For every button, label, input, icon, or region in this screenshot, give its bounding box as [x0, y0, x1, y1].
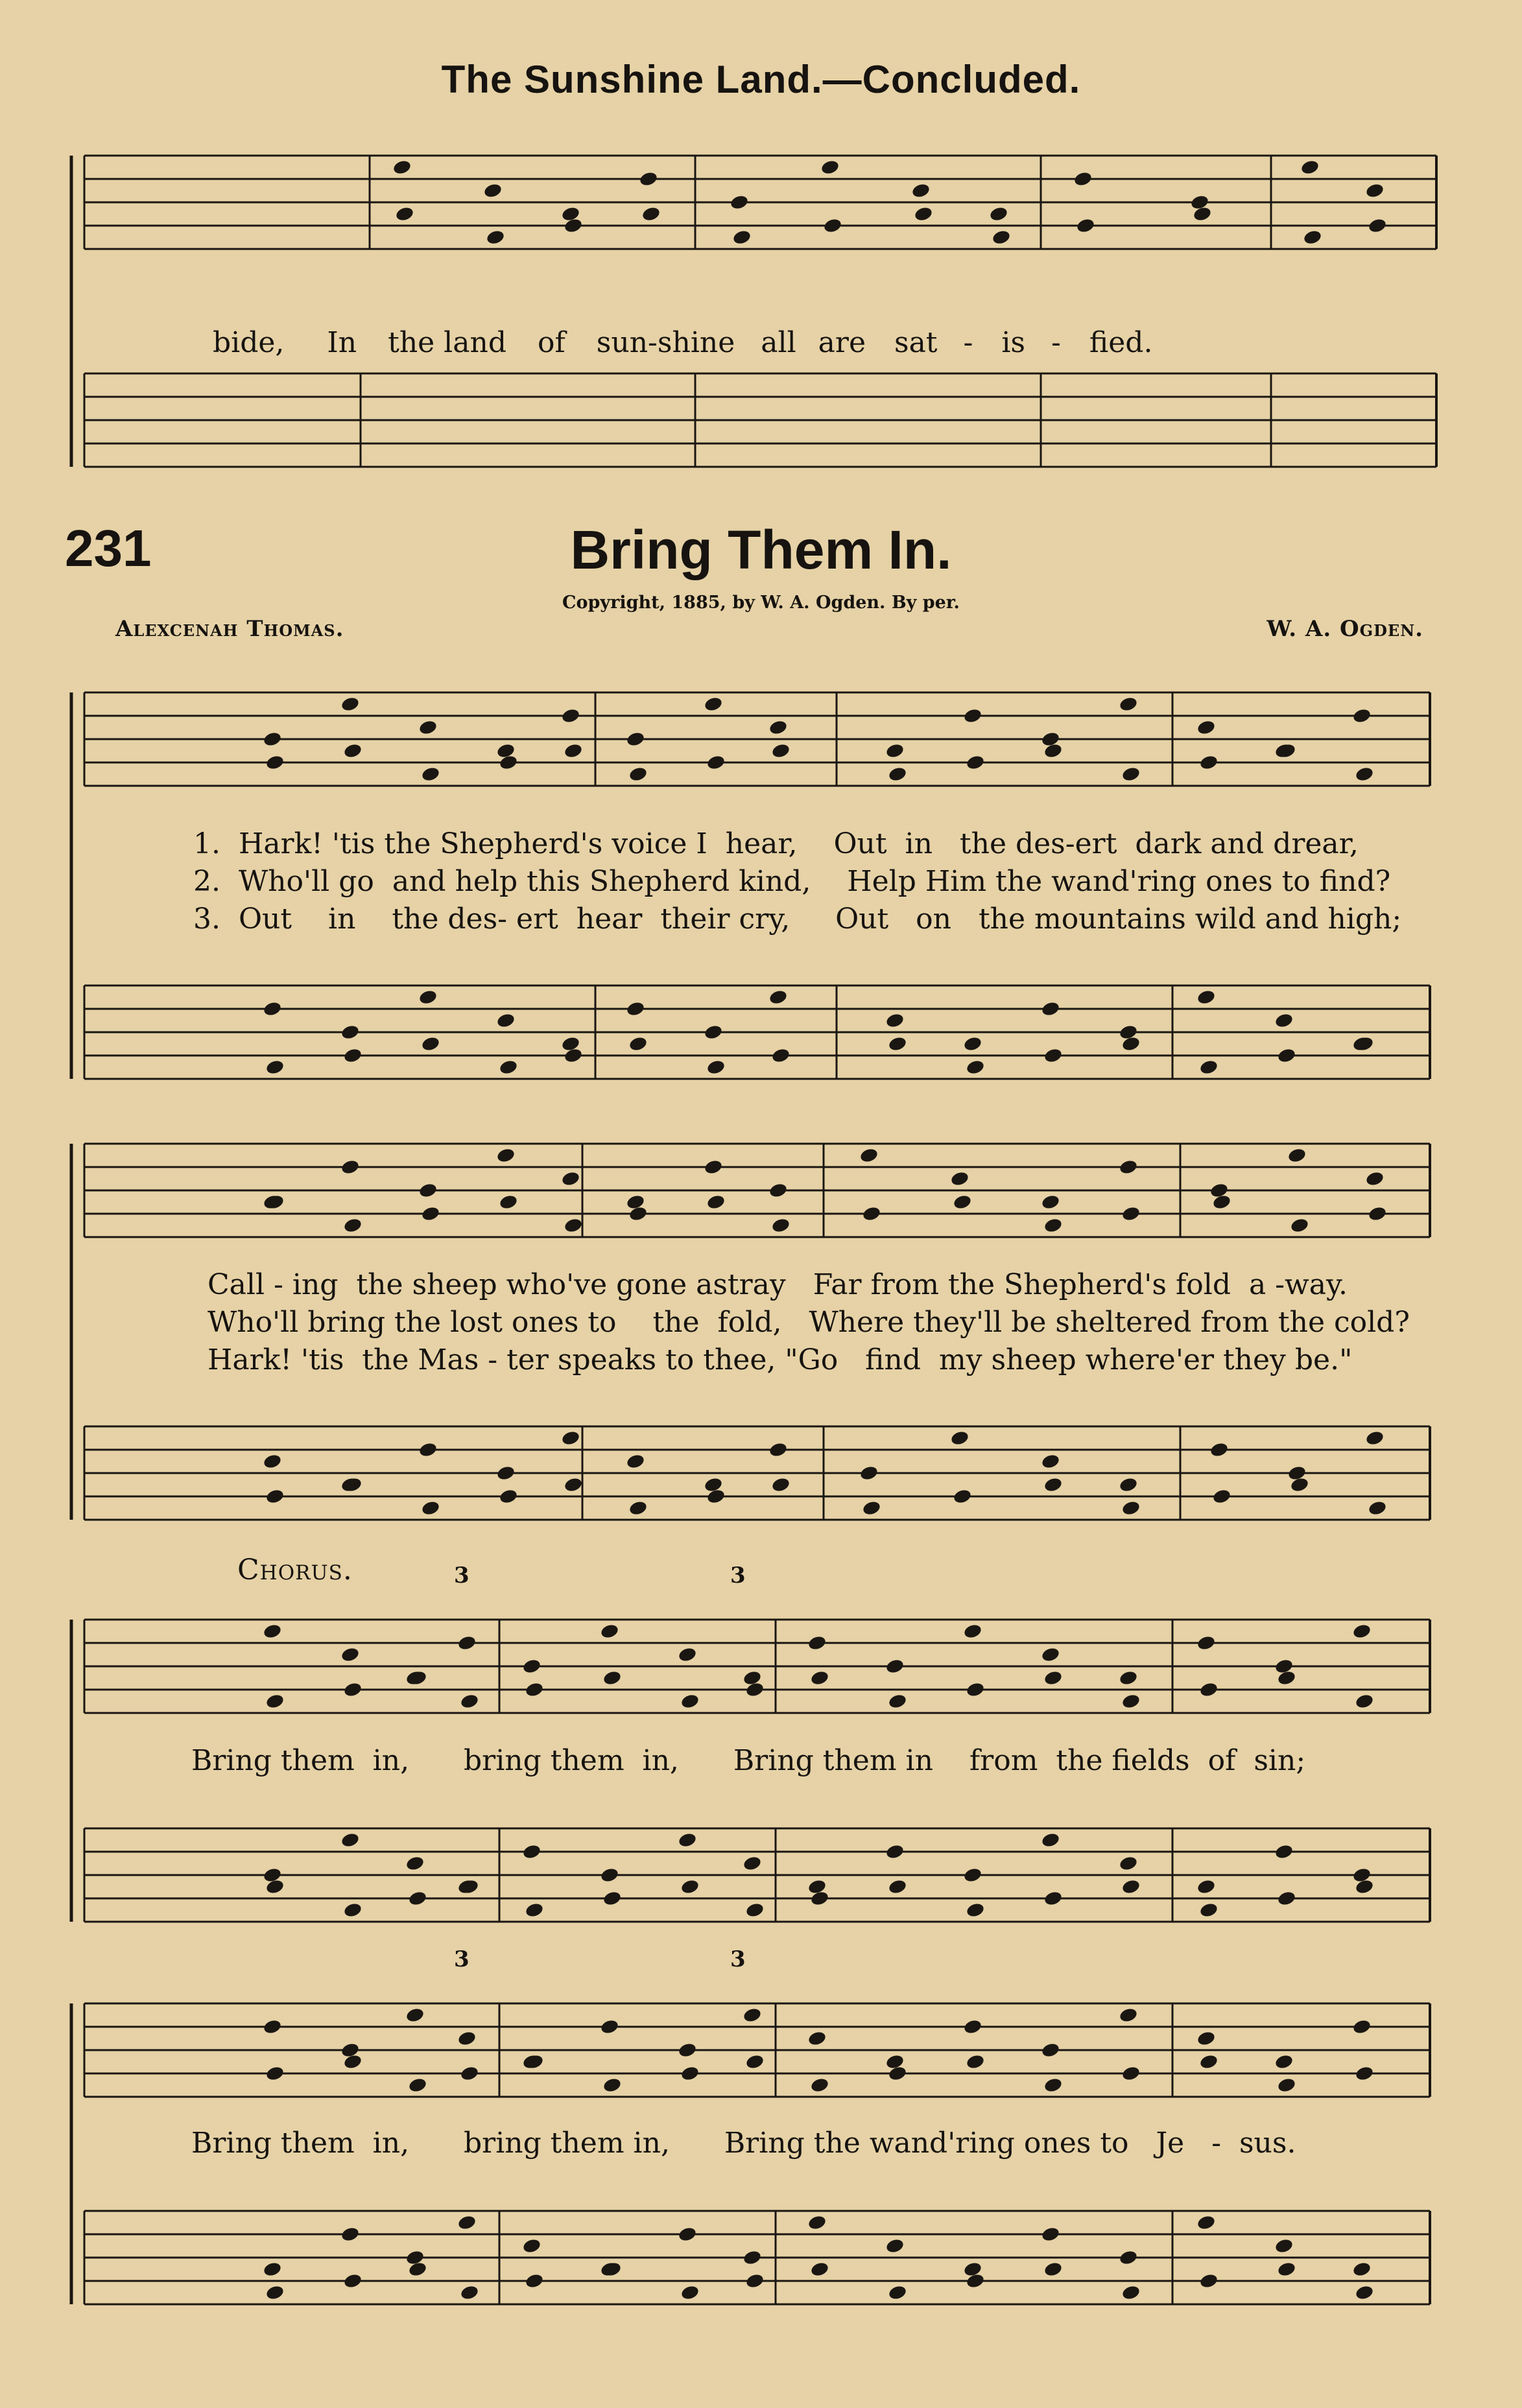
note-head: [561, 1430, 581, 1446]
note-head: [602, 1670, 623, 1686]
note-head: [743, 2007, 763, 2024]
note-head: [460, 2284, 480, 2301]
note-head: [1196, 719, 1217, 736]
lyric-word: of: [538, 326, 565, 359]
note-head: [263, 1000, 283, 1017]
note-head: [496, 1012, 516, 1029]
note-head: [1355, 766, 1375, 783]
note-head: [914, 206, 934, 222]
note-head: [810, 1670, 830, 1686]
note-head: [862, 1500, 882, 1517]
note-head: [628, 766, 648, 783]
copyright-notice: Copyright, 1885, by W. A. Ogden. By per.: [562, 593, 960, 613]
verse-line: Call - ing the sheep who've gone astray Far from the Shepherd's fold a -way.: [208, 1268, 1348, 1301]
note-head: [418, 1441, 438, 1458]
chorus-lyric-line: Bring them in, bring them in, Bring them in from the fields of sin;: [191, 1744, 1306, 1777]
verse-line: Hark! 'tis the Mas - ter speaks to thee, "Go find my sheep where'er they be.": [208, 1343, 1353, 1376]
note-head: [743, 1855, 763, 1872]
note-head: [457, 2030, 477, 2047]
note-head: [1277, 1047, 1297, 1064]
note-head: [522, 1658, 542, 1675]
note-head: [862, 1205, 882, 1222]
note-head: [265, 1059, 285, 1076]
note-head: [483, 182, 503, 199]
note-head: [1041, 1000, 1061, 1017]
note-head: [1196, 2214, 1217, 2231]
note-head: [888, 1878, 908, 1895]
note-head: [499, 1194, 519, 1210]
note-head: [564, 1217, 584, 1234]
note-head: [340, 1646, 361, 1663]
note-head: [706, 754, 726, 771]
note-head: [525, 2272, 545, 2289]
note-head: [885, 2237, 905, 2254]
note-head: [810, 2261, 830, 2278]
note-head: [418, 719, 438, 736]
note-head: [265, 1488, 285, 1505]
triplet-mark: 3: [454, 1563, 470, 1588]
note-head: [950, 1430, 970, 1446]
note-head: [771, 1217, 791, 1234]
note-head: [1355, 2284, 1375, 2301]
note-head: [680, 1693, 700, 1710]
note-head: [732, 229, 752, 246]
note-head: [418, 989, 438, 1006]
chorus-lyric-line: Bring them in, bring them in, Bring the wand'ring ones to Je - sus.: [191, 2127, 1296, 2160]
note-head: [628, 1035, 648, 1052]
note-head: [1119, 1855, 1139, 1872]
note-head: [421, 1205, 441, 1222]
note-head: [678, 2226, 698, 2243]
note-head: [265, 1693, 285, 1710]
note-head: [1352, 2018, 1372, 2035]
note-head: [1212, 1488, 1232, 1505]
note-head: [807, 1635, 827, 1651]
triplet-mark: 3: [730, 1946, 746, 1972]
note-head: [265, 2065, 285, 2082]
note-head: [1043, 1890, 1064, 1907]
note-head: [1274, 1012, 1294, 1029]
lyric-word: sun-shine: [596, 326, 735, 359]
note-head: [820, 159, 840, 176]
note-head: [706, 1194, 726, 1210]
lyric-word: -: [963, 326, 973, 359]
note-head: [641, 206, 661, 222]
note-head: [525, 1902, 545, 1918]
note-head: [1041, 2042, 1061, 2059]
note-head: [1041, 1646, 1061, 1663]
note-head: [745, 2272, 765, 2289]
note-head: [626, 1000, 646, 1017]
note-head: [1073, 171, 1093, 187]
lyric-word: In: [327, 326, 357, 359]
note-head: [457, 1635, 477, 1651]
verses-part-one: [193, 827, 1401, 940]
note-head: [564, 742, 584, 759]
note-head: [460, 1693, 480, 1710]
note-head: [1121, 2065, 1141, 2082]
note-head: [966, 2053, 986, 2070]
note-head: [963, 1035, 983, 1052]
note-head: [810, 2077, 830, 2094]
note-head: [1121, 1500, 1141, 1517]
note-head: [807, 2030, 827, 2047]
note-head: [1121, 766, 1141, 783]
note-head: [340, 1159, 361, 1175]
note-head: [1041, 2226, 1061, 2243]
verses-part-two: [208, 1268, 1410, 1381]
note-head: [265, 754, 285, 771]
note-head: [522, 1843, 542, 1860]
note-head: [395, 206, 415, 222]
verse-line: Who'll bring the lost ones to the fold, Where they'll be sheltered from the cold?: [208, 1306, 1410, 1339]
note-head: [1196, 1635, 1217, 1651]
note-head: [1119, 1670, 1139, 1686]
note-head: [639, 171, 659, 187]
note-head: [704, 1159, 724, 1175]
note-head: [408, 1890, 428, 1907]
note-head: [408, 2077, 428, 2094]
note-head: [1199, 1902, 1219, 1918]
note-head: [1352, 2261, 1372, 2278]
note-head: [340, 1832, 361, 1848]
note-head: [1352, 707, 1372, 724]
lyric-word: sat: [894, 326, 938, 359]
note-head: [405, 1855, 425, 1872]
note-head: [768, 1182, 789, 1199]
lyric-word: bide,: [212, 326, 285, 359]
note-head: [989, 206, 1009, 222]
note-head: [768, 1441, 789, 1458]
note-head: [1199, 2272, 1219, 2289]
note-head: [768, 989, 789, 1006]
lyric-word: is: [1001, 326, 1026, 359]
note-head: [564, 1476, 584, 1493]
note-head: [418, 1182, 438, 1199]
note-head: [963, 2018, 983, 2035]
note-head: [1041, 1832, 1061, 1848]
note-head: [496, 1465, 516, 1481]
note-head: [1199, 1681, 1219, 1698]
note-head: [602, 1890, 623, 1907]
note-head: [486, 229, 506, 246]
note-head: [859, 1465, 879, 1481]
note-head: [1352, 1623, 1372, 1640]
note-head: [600, 1623, 620, 1640]
note-head: [1274, 2237, 1294, 2254]
note-head: [1365, 182, 1385, 199]
note-head: [1121, 1693, 1141, 1710]
note-head: [1368, 1500, 1388, 1517]
note-head: [745, 1902, 765, 1918]
note-head: [823, 217, 843, 234]
lyric-word: fied.: [1089, 326, 1153, 359]
note-head: [680, 1878, 700, 1895]
note-head: [1043, 1476, 1064, 1493]
note-head: [1119, 1476, 1139, 1493]
note-head: [1368, 1205, 1388, 1222]
note-head: [1119, 2249, 1139, 2266]
chorus-label: Chorus.: [237, 1553, 353, 1587]
note-head: [263, 1623, 283, 1640]
note-head: [1365, 1430, 1385, 1446]
note-head: [340, 2226, 361, 2243]
note-head: [421, 1035, 441, 1052]
note-head: [1043, 1047, 1064, 1064]
note-head: [1119, 1159, 1139, 1175]
note-head: [888, 1693, 908, 1710]
note-head: [265, 2284, 285, 2301]
note-head: [888, 766, 908, 783]
triplet-mark: 3: [454, 1946, 470, 1972]
note-head: [992, 229, 1012, 246]
note-head: [807, 2214, 827, 2231]
lyric-word: -: [1051, 326, 1061, 359]
note-head: [730, 194, 750, 211]
note-head: [457, 2214, 477, 2231]
verse-line: 2. Who'll go and help this Shepherd kind, Help Him the wand'ring ones to find?: [193, 865, 1391, 898]
note-head: [1119, 696, 1139, 713]
note-head: [678, 1646, 698, 1663]
note-head: [885, 742, 905, 759]
note-head: [963, 707, 983, 724]
triplet-mark: 3: [730, 1563, 746, 1588]
note-head: [1041, 1194, 1061, 1210]
note-head: [966, 1059, 986, 1076]
note-head: [343, 2272, 363, 2289]
note-head: [1196, 1878, 1217, 1895]
note-head: [405, 2007, 425, 2024]
note-head: [499, 1059, 519, 1076]
note-head: [911, 182, 931, 199]
note-head: [743, 2249, 763, 2266]
note-head: [885, 1843, 905, 1860]
note-head: [343, 1681, 363, 1698]
note-head: [340, 696, 361, 713]
note-head: [966, 1902, 986, 1918]
note-head: [1196, 2030, 1217, 2047]
note-head: [771, 1047, 791, 1064]
note-head: [392, 159, 412, 176]
note-head: [1290, 1217, 1310, 1234]
previous-hymn-lyric: [195, 293, 1152, 359]
note-head: [460, 2065, 480, 2082]
hymn-title: Bring Them In.: [570, 519, 952, 580]
verse-line: 1. Hark! 'tis the Shepherd's voice I hear, Out in the des-ert dark and drear,: [193, 827, 1359, 860]
note-head: [1277, 2077, 1297, 2094]
note-head: [1355, 2065, 1375, 2082]
note-head: [561, 1170, 581, 1187]
note-head: [953, 1488, 973, 1505]
note-head: [600, 1867, 620, 1883]
note-head: [602, 2077, 623, 2094]
composer-credit: W. A. Ogden.: [1266, 616, 1423, 642]
lyric-word: the land: [388, 326, 506, 359]
hymn-number: 231: [65, 519, 152, 577]
note-head: [1043, 1217, 1064, 1234]
note-head: [343, 1902, 363, 1918]
note-head: [888, 1035, 908, 1052]
note-head: [496, 1147, 516, 1164]
note-head: [1121, 1205, 1141, 1222]
note-head: [1355, 1693, 1375, 1710]
note-head: [1365, 1170, 1385, 1187]
note-head: [1274, 1843, 1294, 1860]
note-head: [499, 1488, 519, 1505]
note-head: [1368, 217, 1388, 234]
lyric-word: are: [818, 326, 866, 359]
note-head: [600, 2018, 620, 2035]
note-head: [771, 1476, 791, 1493]
note-head: [706, 1059, 726, 1076]
note-head: [626, 1453, 646, 1470]
note-head: [421, 766, 441, 783]
note-head: [525, 1681, 545, 1698]
continued-title: The Sunshine Land.—Concluded.: [441, 58, 1081, 101]
note-head: [1196, 989, 1217, 1006]
note-head: [963, 1623, 983, 1640]
note-head: [745, 2053, 765, 2070]
note-head: [1199, 1059, 1219, 1076]
note-head: [263, 1453, 283, 1470]
note-head: [1277, 1890, 1297, 1907]
note-head: [771, 742, 791, 759]
note-head: [626, 731, 646, 748]
note-head: [704, 696, 724, 713]
note-head: [885, 1658, 905, 1675]
note-head: [950, 1170, 970, 1187]
note-head: [561, 707, 581, 724]
note-head: [343, 1217, 363, 1234]
note-head: [263, 731, 283, 748]
note-head: [1303, 229, 1323, 246]
note-head: [768, 719, 789, 736]
note-head: [678, 1832, 698, 1848]
note-head: [343, 742, 363, 759]
note-head: [1119, 2007, 1139, 2024]
note-head: [522, 2237, 542, 2254]
note-head: [340, 1024, 361, 1041]
note-head: [966, 1681, 986, 1698]
note-head: [421, 1500, 441, 1517]
note-head: [1274, 2053, 1294, 2070]
note-head: [1199, 754, 1219, 771]
note-head: [680, 2065, 700, 2082]
note-head: [704, 1024, 724, 1041]
note-head: [1121, 1878, 1141, 1895]
note-head: [1287, 1147, 1307, 1164]
note-head: [888, 2284, 908, 2301]
note-head: [1043, 1670, 1064, 1686]
note-head: [1076, 217, 1096, 234]
lyricist-credit: Alexcenah Thomas.: [115, 616, 344, 642]
note-head: [953, 1194, 973, 1210]
note-head: [1121, 2284, 1141, 2301]
note-head: [263, 2261, 283, 2278]
lyric-word: all: [761, 326, 796, 359]
note-head: [966, 754, 986, 771]
note-head: [678, 2042, 698, 2059]
note-head: [885, 1012, 905, 1029]
note-head: [343, 1047, 363, 1064]
note-head: [680, 2284, 700, 2301]
verse-line: 3. Out in the des- ert hear their cry, Out on the mountains wild and high;: [193, 903, 1402, 936]
note-head: [628, 1500, 648, 1517]
note-head: [1043, 2261, 1064, 2278]
note-head: [263, 2018, 283, 2035]
note-head: [1199, 2053, 1219, 2070]
note-head: [859, 1147, 879, 1164]
note-head: [1209, 1441, 1230, 1458]
note-head: [963, 1867, 983, 1883]
note-head: [1277, 2261, 1297, 2278]
note-head: [1043, 2077, 1064, 2094]
note-head: [1041, 1453, 1061, 1470]
note-head: [1300, 159, 1320, 176]
